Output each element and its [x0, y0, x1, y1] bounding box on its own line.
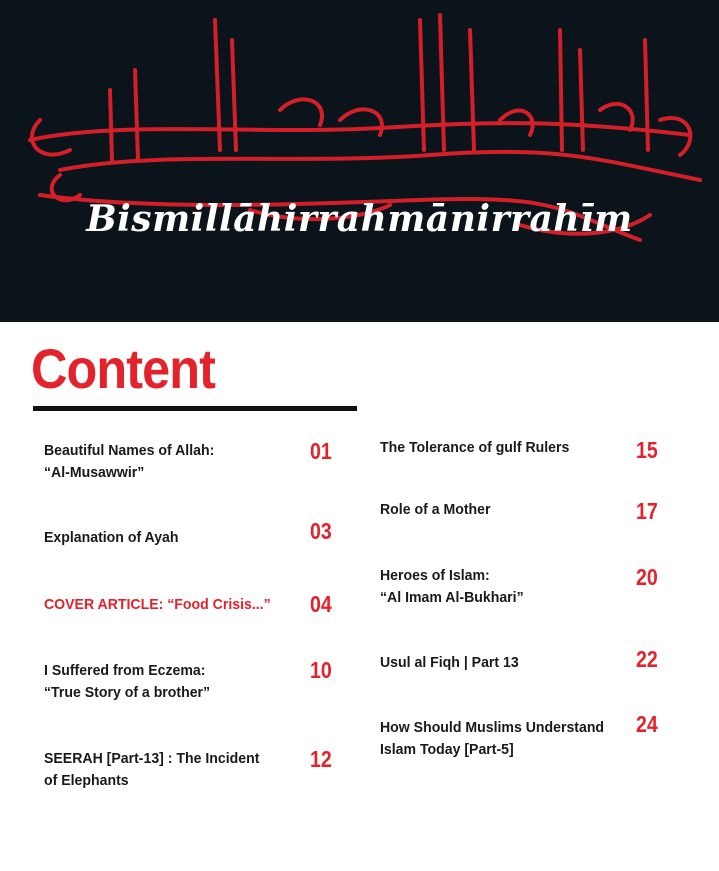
- toc-page-number: 17: [636, 498, 658, 524]
- toc-item[interactable]: SEERAH [Part-13] : The Incident of Elephants: [44, 750, 260, 789]
- toc-item[interactable]: The Tolerance of gulf Rulers: [380, 439, 570, 456]
- toc-page-number: 20: [636, 564, 658, 590]
- toc-item-cover-article[interactable]: COVER ARTICLE: “Food Crisis...”: [44, 596, 271, 613]
- transliteration-text: Bismillāhirrahmānirrahīm: [86, 198, 633, 240]
- header-banner: [0, 0, 719, 322]
- page-title: Content: [31, 337, 216, 400]
- toc-page-number: 04: [310, 591, 332, 617]
- toc-page-number: 10: [310, 657, 332, 683]
- toc-item[interactable]: Heroes of Islam: “Al Imam Al-Bukhari”: [380, 567, 524, 606]
- toc-page-number: 03: [310, 518, 332, 544]
- toc-item[interactable]: How Should Muslims Understand Islam Today [Part-5]: [380, 719, 605, 758]
- toc-page-number: 24: [636, 711, 658, 737]
- bismillah-calligraphy: [0, 0, 719, 322]
- toc-item[interactable]: Usul al Fiqh | Part 13: [380, 654, 519, 671]
- toc-item[interactable]: Explanation of Ayah: [44, 529, 179, 546]
- toc-item[interactable]: Beautiful Names of Allah: “Al-Musawwir”: [44, 442, 215, 481]
- toc-page-number: 12: [310, 746, 332, 772]
- toc-item[interactable]: I Suffered from Eczema: “True Story of a brother”: [44, 662, 211, 701]
- toc-page-number: 01: [310, 438, 332, 464]
- toc-page-number: 22: [636, 646, 658, 672]
- toc-item[interactable]: Role of a Mother: [380, 501, 491, 518]
- title-underline: [33, 406, 357, 411]
- toc-page-number: 15: [636, 437, 658, 463]
